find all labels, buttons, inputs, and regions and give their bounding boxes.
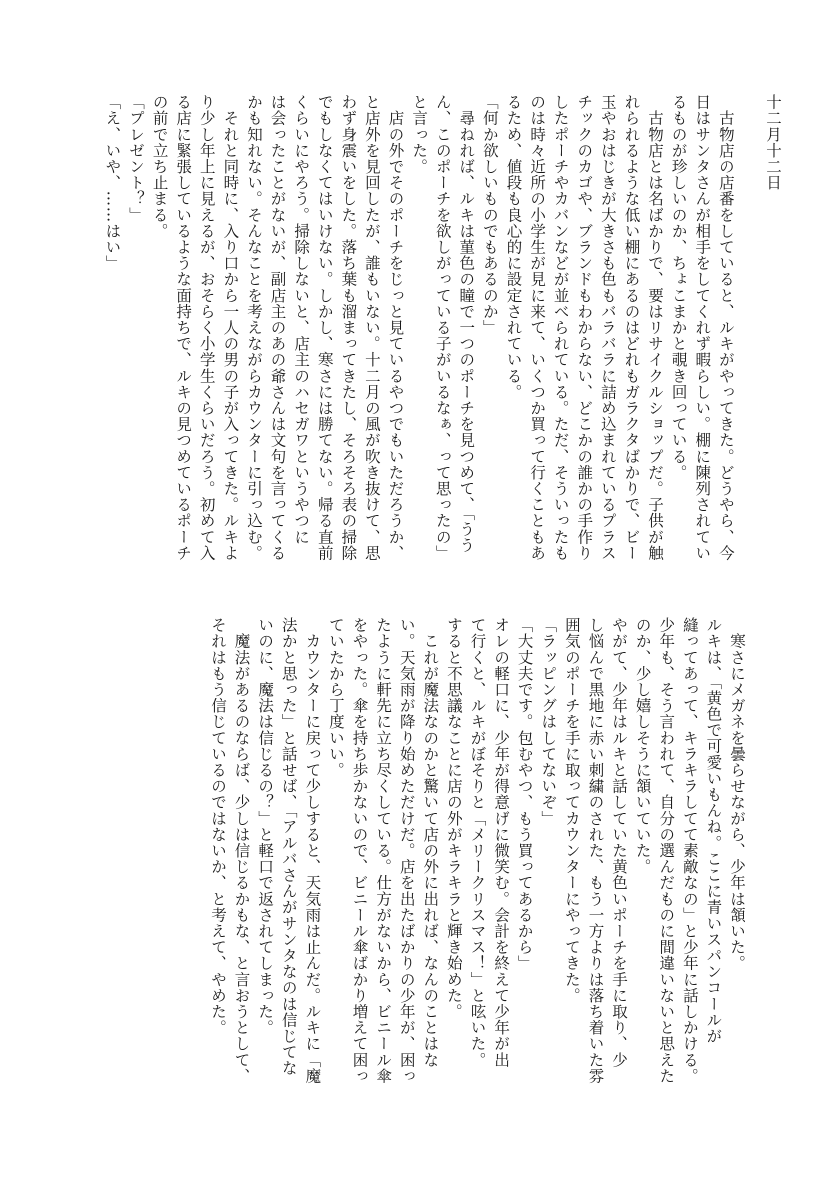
upper-text-line: 「プレゼント？」 [126, 94, 145, 223]
upper-text-line: 日はサンタさんが相手をしてくれず暇らしい。棚に陳列されてい [693, 94, 712, 561]
lower-text-line: 法かと思った」と話せば、「アルバさんがサンタなのは信じてな [279, 617, 298, 1077]
upper-text-line: と言った。 [410, 94, 429, 175]
upper-text-line: 古物店の店番をしていると、ルキがやってきた。どうやら、今 [716, 94, 735, 561]
upper-text-line: るため、値段も良心的に設定されている。 [504, 94, 523, 400]
lower-text-line: 魔法があるのならば、少しは信じるかもな、と言おうとして、 [232, 617, 251, 1084]
lower-text-line: をやった。傘を持ち歩かないので、ビニール傘ばかり増えて困っ [350, 617, 369, 1084]
lower-text-line: いのに、魔法は信じるの？」と軽口で返されてしまった。 [256, 617, 275, 1036]
lower-text-line: ていたから丁度いい。 [326, 617, 345, 778]
upper-text-line: 尋ねれば、ルキは菫色の瞳で一つのポーチを見つめて、「うう [457, 94, 476, 554]
upper-text-block [100, 94, 784, 594]
lower-text-line: し悩んで黒地に赤い刺繍のされた、もう一方よりは落ち着いた雰 [586, 617, 605, 1084]
upper-text-line: は会ったことがないが、副店主のあの爺さんは文句を言ってくる [268, 94, 287, 561]
lower-text-line: のか、少し嬉しそうに頷いていた。 [633, 617, 652, 875]
upper-text-line: 「え、いや、……はい」 [103, 94, 122, 272]
upper-text-line [737, 94, 761, 594]
upper-text-line: くらいにやろう。掃除しないと、店主のハセガワというやつに [292, 94, 311, 545]
upper-text-line: それと同時に、入り口から一人の男の子が入ってきた。ルキよ [221, 94, 240, 561]
upper-text-line: したポーチやカバンなどが並べられている。ただ、そういったも [551, 94, 570, 561]
lower-text-line: オレの軽口に、少年が得意げに微笑む。会計を終えて少年が出 [492, 617, 511, 1068]
upper-text-line: 店の外でそのポーチをじっと見ているやつでもいただろうか、 [386, 94, 405, 561]
upper-text-line: 玉やおはじきが大きさも色もバラバラに詰め込まれているプラス [598, 94, 617, 561]
lower-text-block [205, 617, 748, 1084]
lower-text-line: それはもう信じているのではないか、と考えて、やめた。 [208, 617, 227, 1036]
lower-text-line: これが魔法なのかと驚いて店の外に出れば、なんのことはな [421, 617, 440, 1068]
lower-text-line: 寒さにメガネを曇らせながら、少年は頷いた。 [728, 617, 746, 972]
lower-text-line: い。天気雨が降り始めただけだ。店を出たばかりの少年が、困っ [397, 617, 416, 1084]
lower-text-line: 縫ってあって、キラキラしてて素敵なの」と少年に話しかける。 [680, 617, 699, 1084]
lower-text-line: 「大丈夫です。包むやつ、もう買ってあるから」 [515, 617, 534, 972]
upper-text-line: わず身震いをした。落ち葉も溜まってきたし、そろそろ表の掃除 [339, 94, 358, 561]
upper-text-line: の前で立ち止まる。 [150, 94, 169, 239]
lower-text-line: て行くと、ルキがぼそりと「メリークリスマス！」と呟いた。 [468, 617, 487, 1068]
upper-text-line: 「何か欲しいものでもあるのか」 [480, 94, 499, 336]
upper-text-line: り少し年上に見えるが、おそらく小学生くらいだろう。初めて入 [197, 94, 216, 561]
upper-text-line: るものが珍しいのか、ちょこまかと覗き回っている。 [669, 94, 688, 481]
upper-text-line: る店に緊張しているような面持ちで、ルキの見つめているポーチ [174, 94, 193, 561]
lower-text-line: すると不思議なことに店の外がキラキラと輝き始めた。 [444, 617, 463, 1020]
lower-text-line: ルキは、「黄色で可愛いもんね。ここに青いスパンコールが [704, 617, 723, 1044]
lower-text-line: カウンターに戻って少しすると、天気雨は止んだ。ルキに「魔 [303, 617, 322, 1084]
lower-text-line: 少年も、そう言われて、自分の選んだものに間違いないと思えた [657, 617, 676, 1084]
upper-text-line: と店外を見回したが、誰もいない。十二月の風が吹き抜けて、思 [362, 94, 381, 561]
lower-text-line: やがて、少年はルキと話していた黄色いポーチを手に取り、少 [610, 617, 629, 1068]
lower-text-line: たように軒先に立ち尽くしている。仕方がないから、ビニール傘 [374, 617, 393, 1084]
upper-text-line: でもしなくてはいけない。しかし、寒さには勝てない。帰る直前 [315, 94, 334, 561]
page-title: 十二月十二日 [764, 94, 782, 191]
lower-text-line: 「ラッピングはしてないぞ」 [539, 617, 558, 827]
upper-text-line: ん、このポーチを欲しがっている子がいるなぁ、って思ったの」 [433, 94, 452, 561]
upper-text-line: かも知れない。そんなことを考えながらカウンターに引っ込む。 [244, 94, 263, 561]
upper-text-line: れられるような低い棚にあるのはどれもガラクタばかりで、ビー [622, 94, 641, 561]
upper-text-line: 古物店とは名ばかりで、要はリサイクルショップだ。子供が触 [646, 94, 665, 561]
upper-text-line: チックのカゴや、ブランドもわからない、どこかの誰かの手作り [575, 94, 594, 561]
lower-text-line: 囲気のポーチを手に取ってカウンターにやってきた。 [562, 617, 581, 1004]
upper-text-line [760, 94, 784, 594]
upper-text-line: のは時々近所の小学生が見に来て、いくつか買って行くこともあ [528, 94, 547, 561]
